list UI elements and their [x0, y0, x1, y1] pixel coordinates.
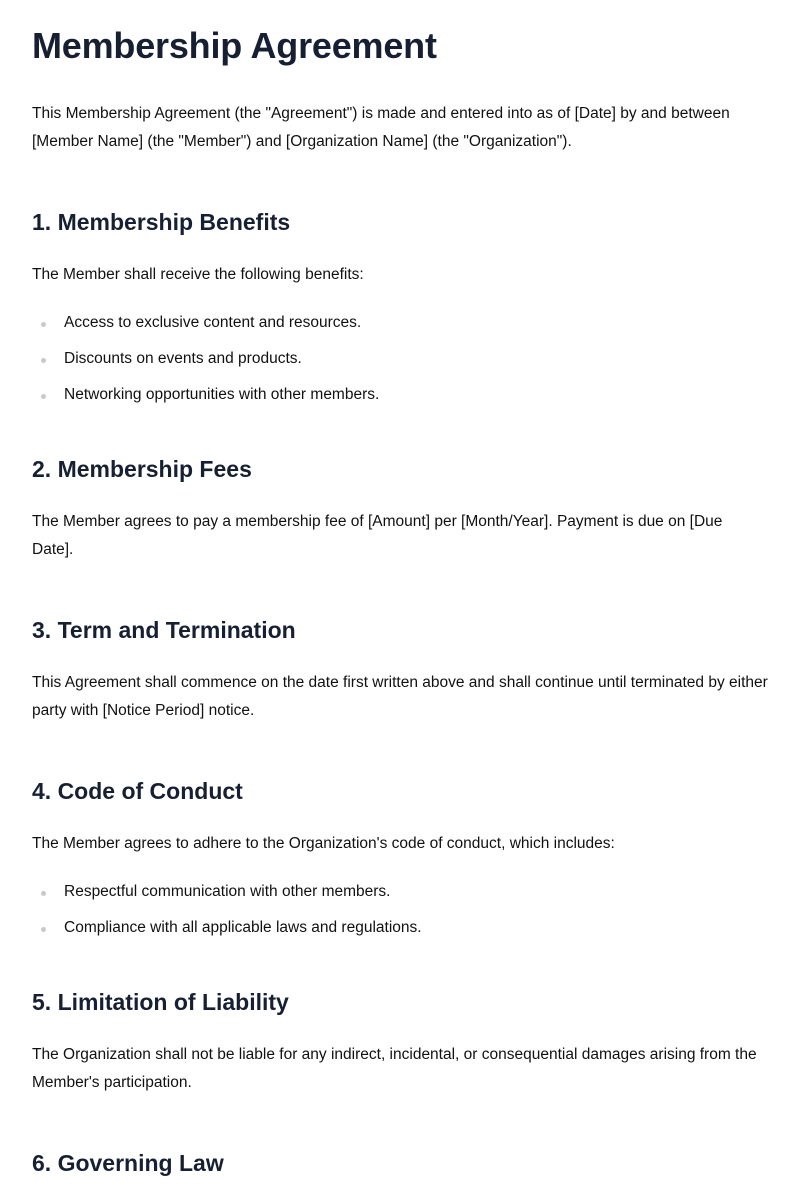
page-title: Membership Agreement	[32, 25, 437, 66]
section-limitation-of-liability	[32, 987, 768, 1097]
section-membership-benefits	[32, 207, 768, 409]
benefits-list	[32, 309, 768, 409]
section-membership-fees	[32, 454, 768, 564]
section-text: The Member shall receive the following benefits:	[32, 266, 364, 283]
list-item: Access to exclusive content and resources.	[32, 309, 768, 337]
section-code-of-conduct	[32, 776, 768, 942]
list-item: Respectful communication with other members.	[32, 878, 768, 906]
list-item: Discounts on events and products.	[32, 345, 768, 373]
section-heading: 2. Membership Fees	[32, 456, 252, 482]
section-text: The Member agrees to pay a membership fee of [Amount] per [Month/Year]. Payment is due on [Due Date].	[32, 513, 723, 558]
section-heading: 5. Limitation of Liability	[32, 989, 289, 1015]
section-heading: 1. Membership Benefits	[32, 209, 291, 235]
section-heading: 3. Term and Termination	[32, 617, 296, 643]
list-item: Networking opportunities with other members.	[32, 381, 768, 409]
section-heading: 4. Code of Conduct	[32, 778, 243, 804]
intro-paragraph: This Membership Agreement (the "Agreement") is made and entered into as of [Date] by and between [Member Name] (the "Member") and [Organization Name] (the "Organization").	[32, 105, 730, 150]
section-term-and-termination	[32, 615, 768, 725]
section-governing-law	[32, 1148, 768, 1178]
section-text: The Organization shall not be liable for any indirect, incidental, or consequential damages arising from the Member's participation.	[32, 1046, 757, 1091]
section-text: This Agreement shall commence on the date first written above and shall continue until terminated by either party with [Notice Period] notice.	[32, 674, 768, 719]
conduct-list	[32, 878, 768, 942]
section-text: The Member agrees to adhere to the Organization's code of conduct, which includes:	[32, 835, 615, 852]
list-item: Compliance with all applicable laws and regulations.	[32, 914, 768, 942]
section-heading: 6. Governing Law	[32, 1150, 224, 1176]
